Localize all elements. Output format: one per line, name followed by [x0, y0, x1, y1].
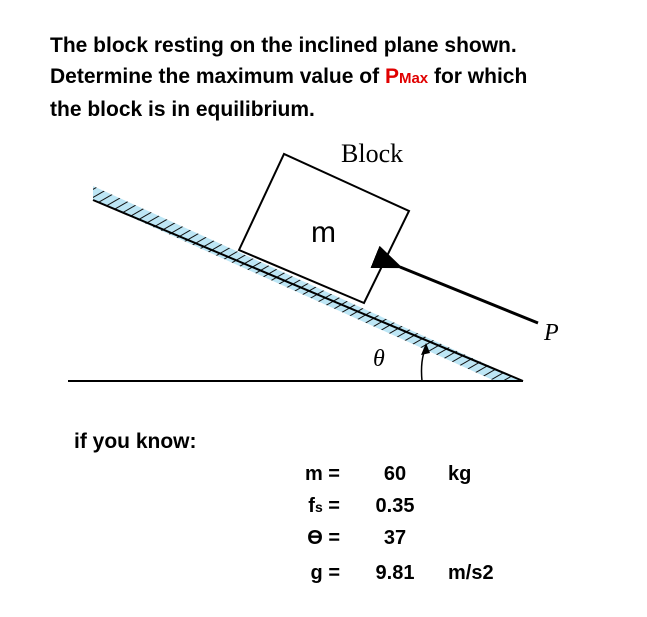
problem-line-2-start: Determine the maximum value of	[50, 65, 385, 88]
given-value-theta: 37	[383, 527, 407, 549]
angle-label: θ	[373, 346, 385, 372]
problem-line-1: The block resting on the inclined plane shown.	[50, 34, 517, 57]
pmax-subscript: Max	[398, 70, 429, 87]
force-p-arrow	[400, 267, 538, 323]
given-value-m: 60	[383, 463, 407, 485]
given-name-m: m =	[304, 463, 340, 485]
pmax-main: P	[384, 65, 399, 88]
given-unit-m: kg	[448, 463, 472, 485]
block-label: Block	[341, 139, 404, 168]
given-heading: if you know:	[74, 430, 197, 453]
mass-label: m	[311, 216, 336, 249]
given-value-fs: 0.35	[375, 495, 415, 517]
given-name-fs-sub: s	[314, 499, 323, 515]
given-name-fs-main: f	[308, 495, 315, 517]
force-label: P	[544, 320, 559, 346]
given-name-fs	[278, 495, 340, 518]
given-value-g: 9.81	[375, 562, 415, 584]
given-name-fs-eq: =	[322, 495, 340, 517]
given-name-theta: ϴ =	[307, 527, 340, 549]
given-name-g: g =	[310, 562, 340, 584]
problem-line-3: the block is in equilibrium.	[50, 98, 315, 121]
problem-line-2-end: for which	[428, 65, 528, 88]
given-unit-g: m/s2	[448, 562, 494, 584]
